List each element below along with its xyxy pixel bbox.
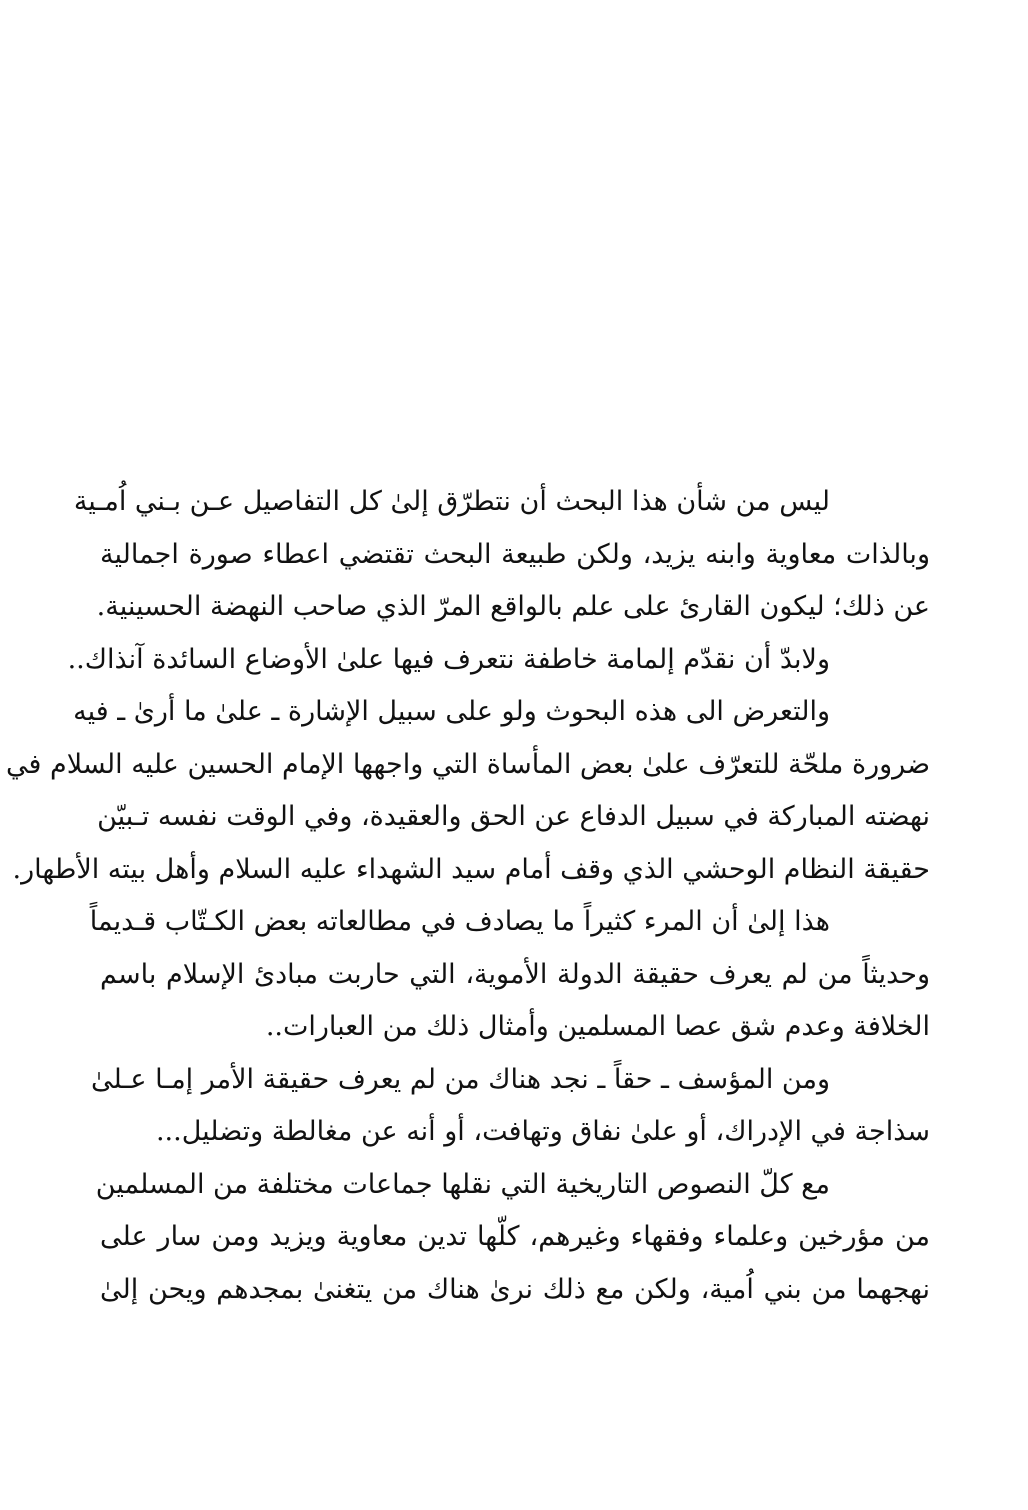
text-line: مع كلّ النصوص التاريخية التي نقلها جماعات مختلفة من المسلمين	[95, 1168, 830, 1200]
text-line: والتعرض الى هذه البحوث ولو على سبيل الإشارة ـ علىٰ ما أرىٰ ـ فيه	[73, 696, 830, 727]
text-line: نهجهما من بني اُمية، ولكن مع ذلك نرىٰ هناك من يتغنىٰ بمجدهم ويحن إلىٰ	[100, 1273, 930, 1305]
text-line: وحديثاً من لم يعرف حقيقة الدولة الأموية، التي حاربت مبادئ الإسلام باسم	[100, 958, 930, 990]
text-line: ومن المؤسف ـ حقاً ـ نجد هناك من لم يعرف حقيقة الأمر إمـا عـلىٰ	[91, 1063, 830, 1095]
text-line: الخلافة وعدم شق عصا المسلمين وأمثال ذلك من العبارات..	[265, 1011, 930, 1042]
text-line: عن ذلك؛ ليكون القارئ على علم بالواقع المرّ الذي صاحب النهضة الحسينية.	[96, 591, 930, 622]
text-line: هذا إلىٰ أن المرء كثيراً ما يصادف في مطالعاته بعض الكـتّاب قـديماً	[89, 906, 830, 937]
text-line: حقيقة النظام الوحشي الذي وقف أمام سيد الشهداء عليه السلام وأهل بيته الأطهار.	[12, 853, 930, 885]
text-line: من مؤرخين وعلماء وفقهاء وغيرهم، كلّها تدين معاوية ويزيد ومن سار على	[100, 1221, 930, 1252]
text-line: ضرورة ملحّة للتعرّف علىٰ بعض المأساة التي واجهها الإمام الحسين عليه السلام في	[6, 748, 930, 780]
text-line: وبالذات معاوية وابنه يزيد، ولكن طبيعة البحث تقتضي اعطاء صورة اجمالية	[100, 538, 930, 570]
text-line: سذاجة في الإدراك، أو علىٰ نفاق وتهافت، أو أنه عن مغالطة وتضليل...	[155, 1116, 930, 1147]
body-text	[6, 476, 930, 1316]
text-line: نهضته المباركة في سبيل الدفاع عن الحق والعقيدة، وفي الوقت نفسه تـبيّن	[97, 801, 930, 832]
text-line: ليس من شأن هذا البحث أن نتطرّق إلىٰ كل التفاصيل عـن بـني اُمـية	[73, 486, 830, 517]
text-line: ولابدّ أن نقدّم إلمامة خاطفة نتعرف فيها علىٰ الأوضاع السائدة آنذاك..	[67, 643, 830, 675]
